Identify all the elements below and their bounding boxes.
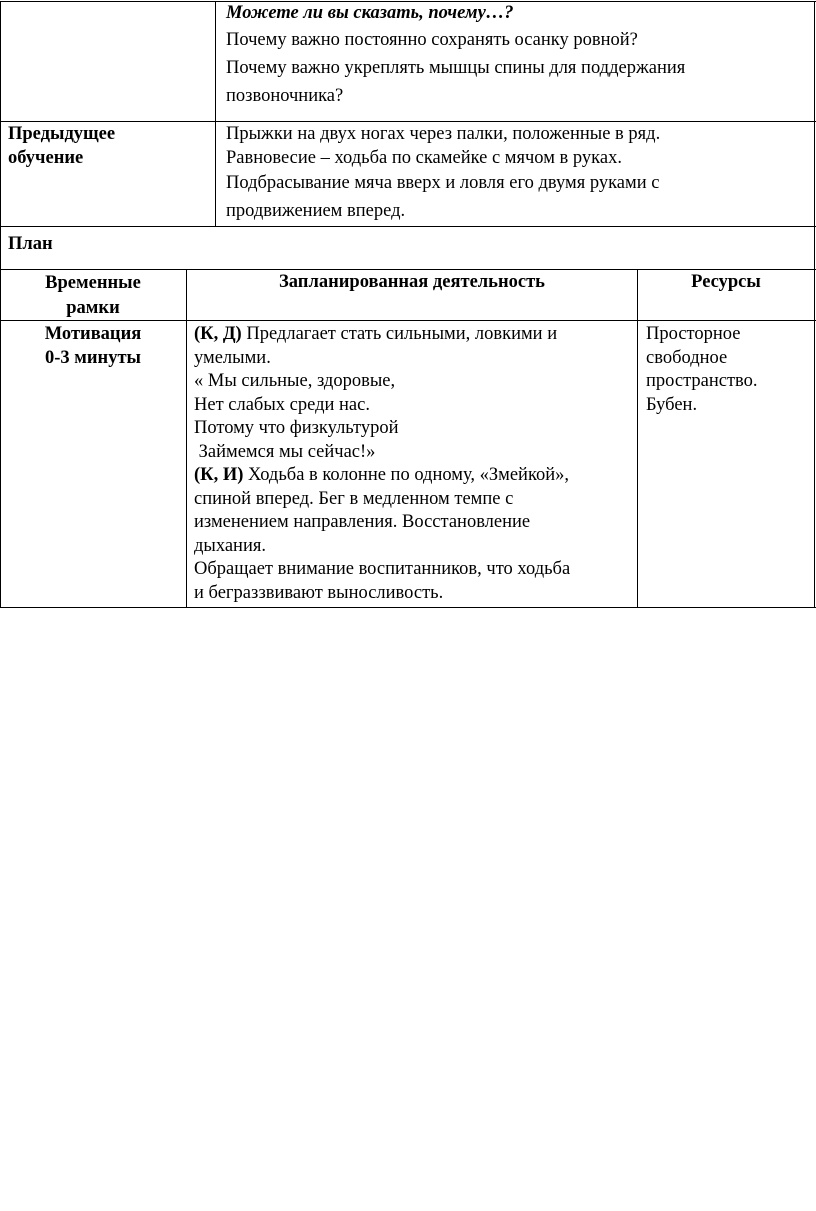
question-line: Почему важно укреплять мышцы спины для поддержания	[226, 57, 686, 78]
previous-learning-line: Прыжки на двух ногах через палки, положенные в ряд.	[226, 124, 661, 144]
header-activity: Запланированная деятельность	[279, 272, 545, 292]
activity-line: спиной вперед. Бег в медленном темпе с	[194, 488, 514, 509]
poem-line: « Мы сильные, здоровые,	[194, 371, 396, 391]
activity-line: дыхания.	[194, 535, 266, 556]
activity-line: (К, И) Ходьба в колонне по одному, «Змейкой»,	[194, 465, 570, 485]
previous-learning-line: Равновесие – ходьба по скамейке с мячом в руках.	[226, 147, 622, 168]
plan-label: План	[8, 234, 53, 254]
rule-col1-split	[186, 269, 187, 608]
question-heading: Можете ли вы сказать, почему…?	[226, 3, 514, 23]
activity-line: и беграззвивают выносливость.	[194, 582, 444, 603]
rule-after-plan	[0, 269, 816, 270]
previous-learning-line: Подбрасывание мяча вверх и ловля его двумя руками с	[226, 173, 660, 193]
poem-line: Нет слабых среди нас.	[194, 394, 370, 415]
resource-line: пространство.	[646, 371, 758, 391]
stage-duration: 0-3 минуты	[45, 347, 141, 368]
stage-name: Мотивация	[44, 324, 142, 344]
rule-after-previous	[0, 226, 816, 227]
activity-line: (К, Д) Предлагает стать сильными, ловкими и	[194, 324, 558, 344]
previous-learning-line: продвижением вперед.	[226, 201, 406, 221]
resources-cell	[646, 323, 812, 417]
role-tag: (К, И)	[194, 465, 244, 485]
activity-cell	[194, 323, 634, 605]
resource-line: Просторное	[646, 324, 741, 344]
activity-line: изменением направления. Восстановление	[194, 512, 531, 532]
activity-line: умелыми.	[194, 347, 271, 368]
rule-top-split	[215, 1, 216, 227]
rule-after-questions	[0, 121, 816, 122]
poem-line: Потому что физкультурой	[194, 418, 399, 438]
stage-cell	[0, 323, 186, 370]
activity-line: Обращает внимание воспитанников, что ходьба	[194, 559, 571, 579]
question-line: позвоночника?	[226, 85, 344, 106]
question-line: Почему важно постоянно сохранять осанку ровной?	[226, 29, 638, 50]
rule-table-bottom	[0, 607, 816, 608]
role-tag: (К, Д)	[194, 324, 242, 344]
rule-col2-split	[637, 269, 638, 608]
rule-right-edge	[814, 1, 815, 608]
previous-learning-label: Предыдущее обучение	[8, 124, 116, 168]
resource-line: свободное	[646, 347, 728, 368]
previous-learning-content	[226, 123, 811, 225]
header-timeframe: Временные рамки	[45, 273, 141, 318]
resource-line: Бубен.	[646, 394, 698, 415]
header-resources: Ресурсы	[691, 272, 761, 292]
poem-line: Займемся мы сейчас!»	[194, 441, 376, 462]
questions-cell	[226, 2, 811, 110]
